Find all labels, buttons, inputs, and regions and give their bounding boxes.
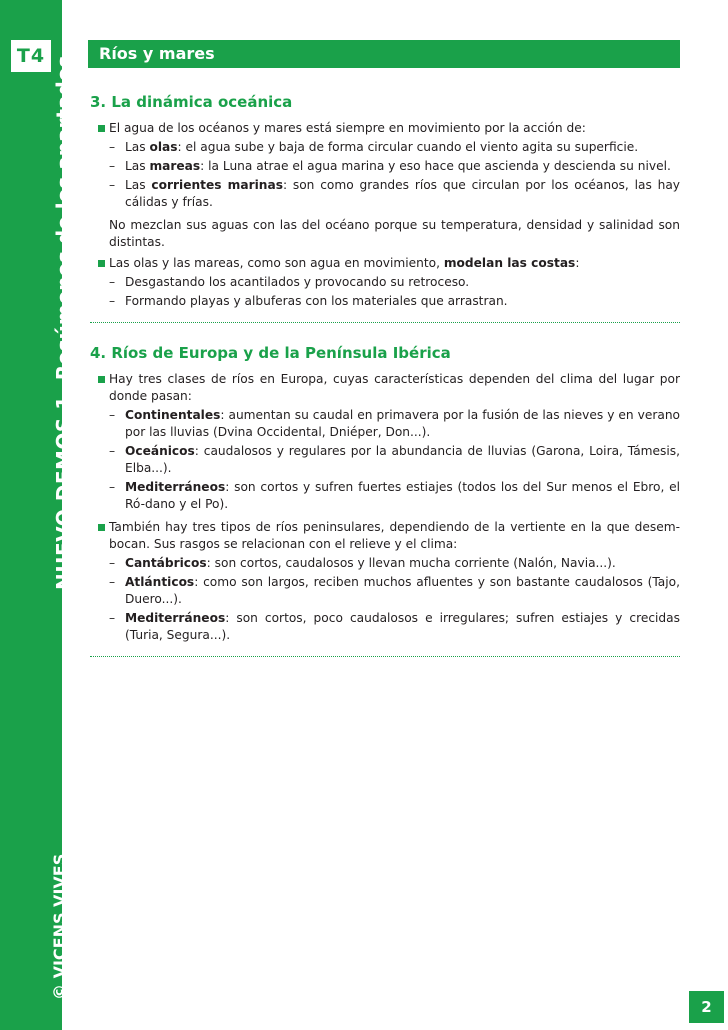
dash-marker: – — [109, 294, 116, 308]
bullet-item — [90, 371, 680, 405]
square-bullet-icon — [98, 524, 105, 531]
dash-item — [90, 610, 680, 644]
bullet-text: : — [575, 256, 580, 270]
dash-marker: – — [109, 444, 116, 458]
item-text: Las — [125, 178, 152, 192]
dash-marker: – — [109, 159, 116, 173]
dotted-separator — [90, 322, 680, 323]
bullet-text: Hay tres clases de ríos en Europa, cuyas características dependen del clima del lugar por donde pasan: — [109, 372, 680, 403]
item-text: : la Luna atrae el agua marina y eso hace que ascienda y descienda su nivel. — [200, 159, 671, 173]
item-text: : son cortos, poco caudalosos e irregulares; sufren estiajes y crecidas (Turia, Segura...). — [125, 611, 680, 642]
section-title: 4. Ríos de Europa y de la Península Ibérica — [90, 344, 451, 362]
square-bullet-icon — [98, 260, 105, 267]
item-text: Las — [125, 159, 150, 173]
dash-item — [90, 574, 680, 608]
square-bullet-icon — [98, 376, 105, 383]
bullet-text: Las olas y las mareas, como son agua en movimiento, — [109, 256, 444, 270]
square-bullet-icon — [98, 125, 105, 132]
item-text: : son cortos y sufren fuertes estiajes (todos los del Sur menos el Ebro, el Ró-dano y el Po). — [125, 480, 680, 511]
main-content — [90, 92, 680, 677]
bullet-text: También hay tres tipos de ríos peninsulares, dependiendo de la vertiente en la que desem-bocan. Sus rasgos se relacionan con el relieve y el clima: — [109, 520, 680, 551]
item-term: Mediterráneos — [125, 480, 226, 494]
item-term: Oceánicos — [125, 444, 195, 458]
dash-item — [90, 407, 680, 441]
bullet-item — [90, 255, 680, 272]
bullet-item — [90, 519, 680, 553]
sidebar-title-caps: NUEVO DEMOS 1. — [52, 387, 76, 590]
item-term: olas — [149, 140, 178, 154]
item-text: Las — [125, 140, 150, 154]
sidebar — [0, 0, 76, 1030]
dash-item — [90, 293, 680, 310]
bullet-text: El agua de los océanos y mares está siempre en movimiento por la acción de: — [109, 121, 586, 135]
dash-marker: – — [109, 275, 116, 289]
bullet-item — [90, 120, 680, 137]
dash-marker: – — [109, 611, 116, 625]
page-number: 2 — [689, 991, 724, 1023]
dotted-separator — [90, 656, 680, 657]
dash-item — [90, 479, 680, 513]
item-text: Desgastando los acantilados y provocando su retroceso. — [125, 275, 470, 289]
dash-marker: – — [109, 575, 116, 589]
item-text: : el agua sube y baja de forma circular cuando el viento agita su superficie. — [177, 140, 639, 154]
sidebar-title — [51, 50, 77, 590]
item-term: Mediterráneos — [125, 611, 226, 625]
item-term: corrientes marinas — [151, 178, 283, 192]
item-term: mareas — [149, 159, 201, 173]
item-text: : caudalosos y regulares por la abundancia de lluvias (Garona, Loira, Támesis, Elba...). — [125, 444, 680, 475]
item-text: : son cortos, caudalosos y llevan mucha corriente (Nalón, Navia...). — [206, 556, 616, 570]
dash-item — [90, 177, 680, 211]
dash-marker: – — [109, 556, 116, 570]
dash-item — [90, 274, 680, 291]
dash-marker: – — [109, 140, 116, 154]
item-text: : aumentan su caudal en primavera por la fusión de las nieves y en verano por las lluvias (Dvina Occidental, Dniéper, Don...). — [125, 408, 680, 439]
item-term: Cantábricos — [125, 556, 207, 570]
dash-item — [90, 443, 680, 477]
dash-marker: – — [109, 408, 116, 422]
section-title: 3. La dinámica oceánica — [90, 93, 293, 111]
bullet-term: modelan las costas — [443, 256, 576, 270]
dash-marker: – — [109, 178, 116, 192]
page-title: Ríos y mares — [88, 40, 680, 68]
dash-marker: – — [109, 480, 116, 494]
dash-item — [90, 555, 680, 572]
item-text: : son como grandes ríos que circulan por los océanos, las hay cálidas y frías. — [125, 178, 681, 209]
topic-badge: T4 — [11, 40, 51, 72]
item-term: Atlánticos — [125, 575, 195, 589]
dash-item — [90, 158, 680, 175]
item-term: Continentales — [125, 408, 221, 422]
note-paragraph: No mezclan sus aguas con las del océano porque su temperatura, densidad y salinidad son distintas. — [109, 218, 680, 249]
item-text: Formando playas y albuferas con los materiales que arrastran. — [125, 294, 508, 308]
item-text: : como son largos, reciben muchos afluentes y son bastante caudalosos (Tajo, Duero...). — [125, 575, 680, 606]
sidebar-title-rest: Resúmenes de los apartados — [52, 55, 76, 381]
publisher-label: © VICENS VIVES — [50, 853, 69, 1000]
dash-item — [90, 139, 680, 156]
